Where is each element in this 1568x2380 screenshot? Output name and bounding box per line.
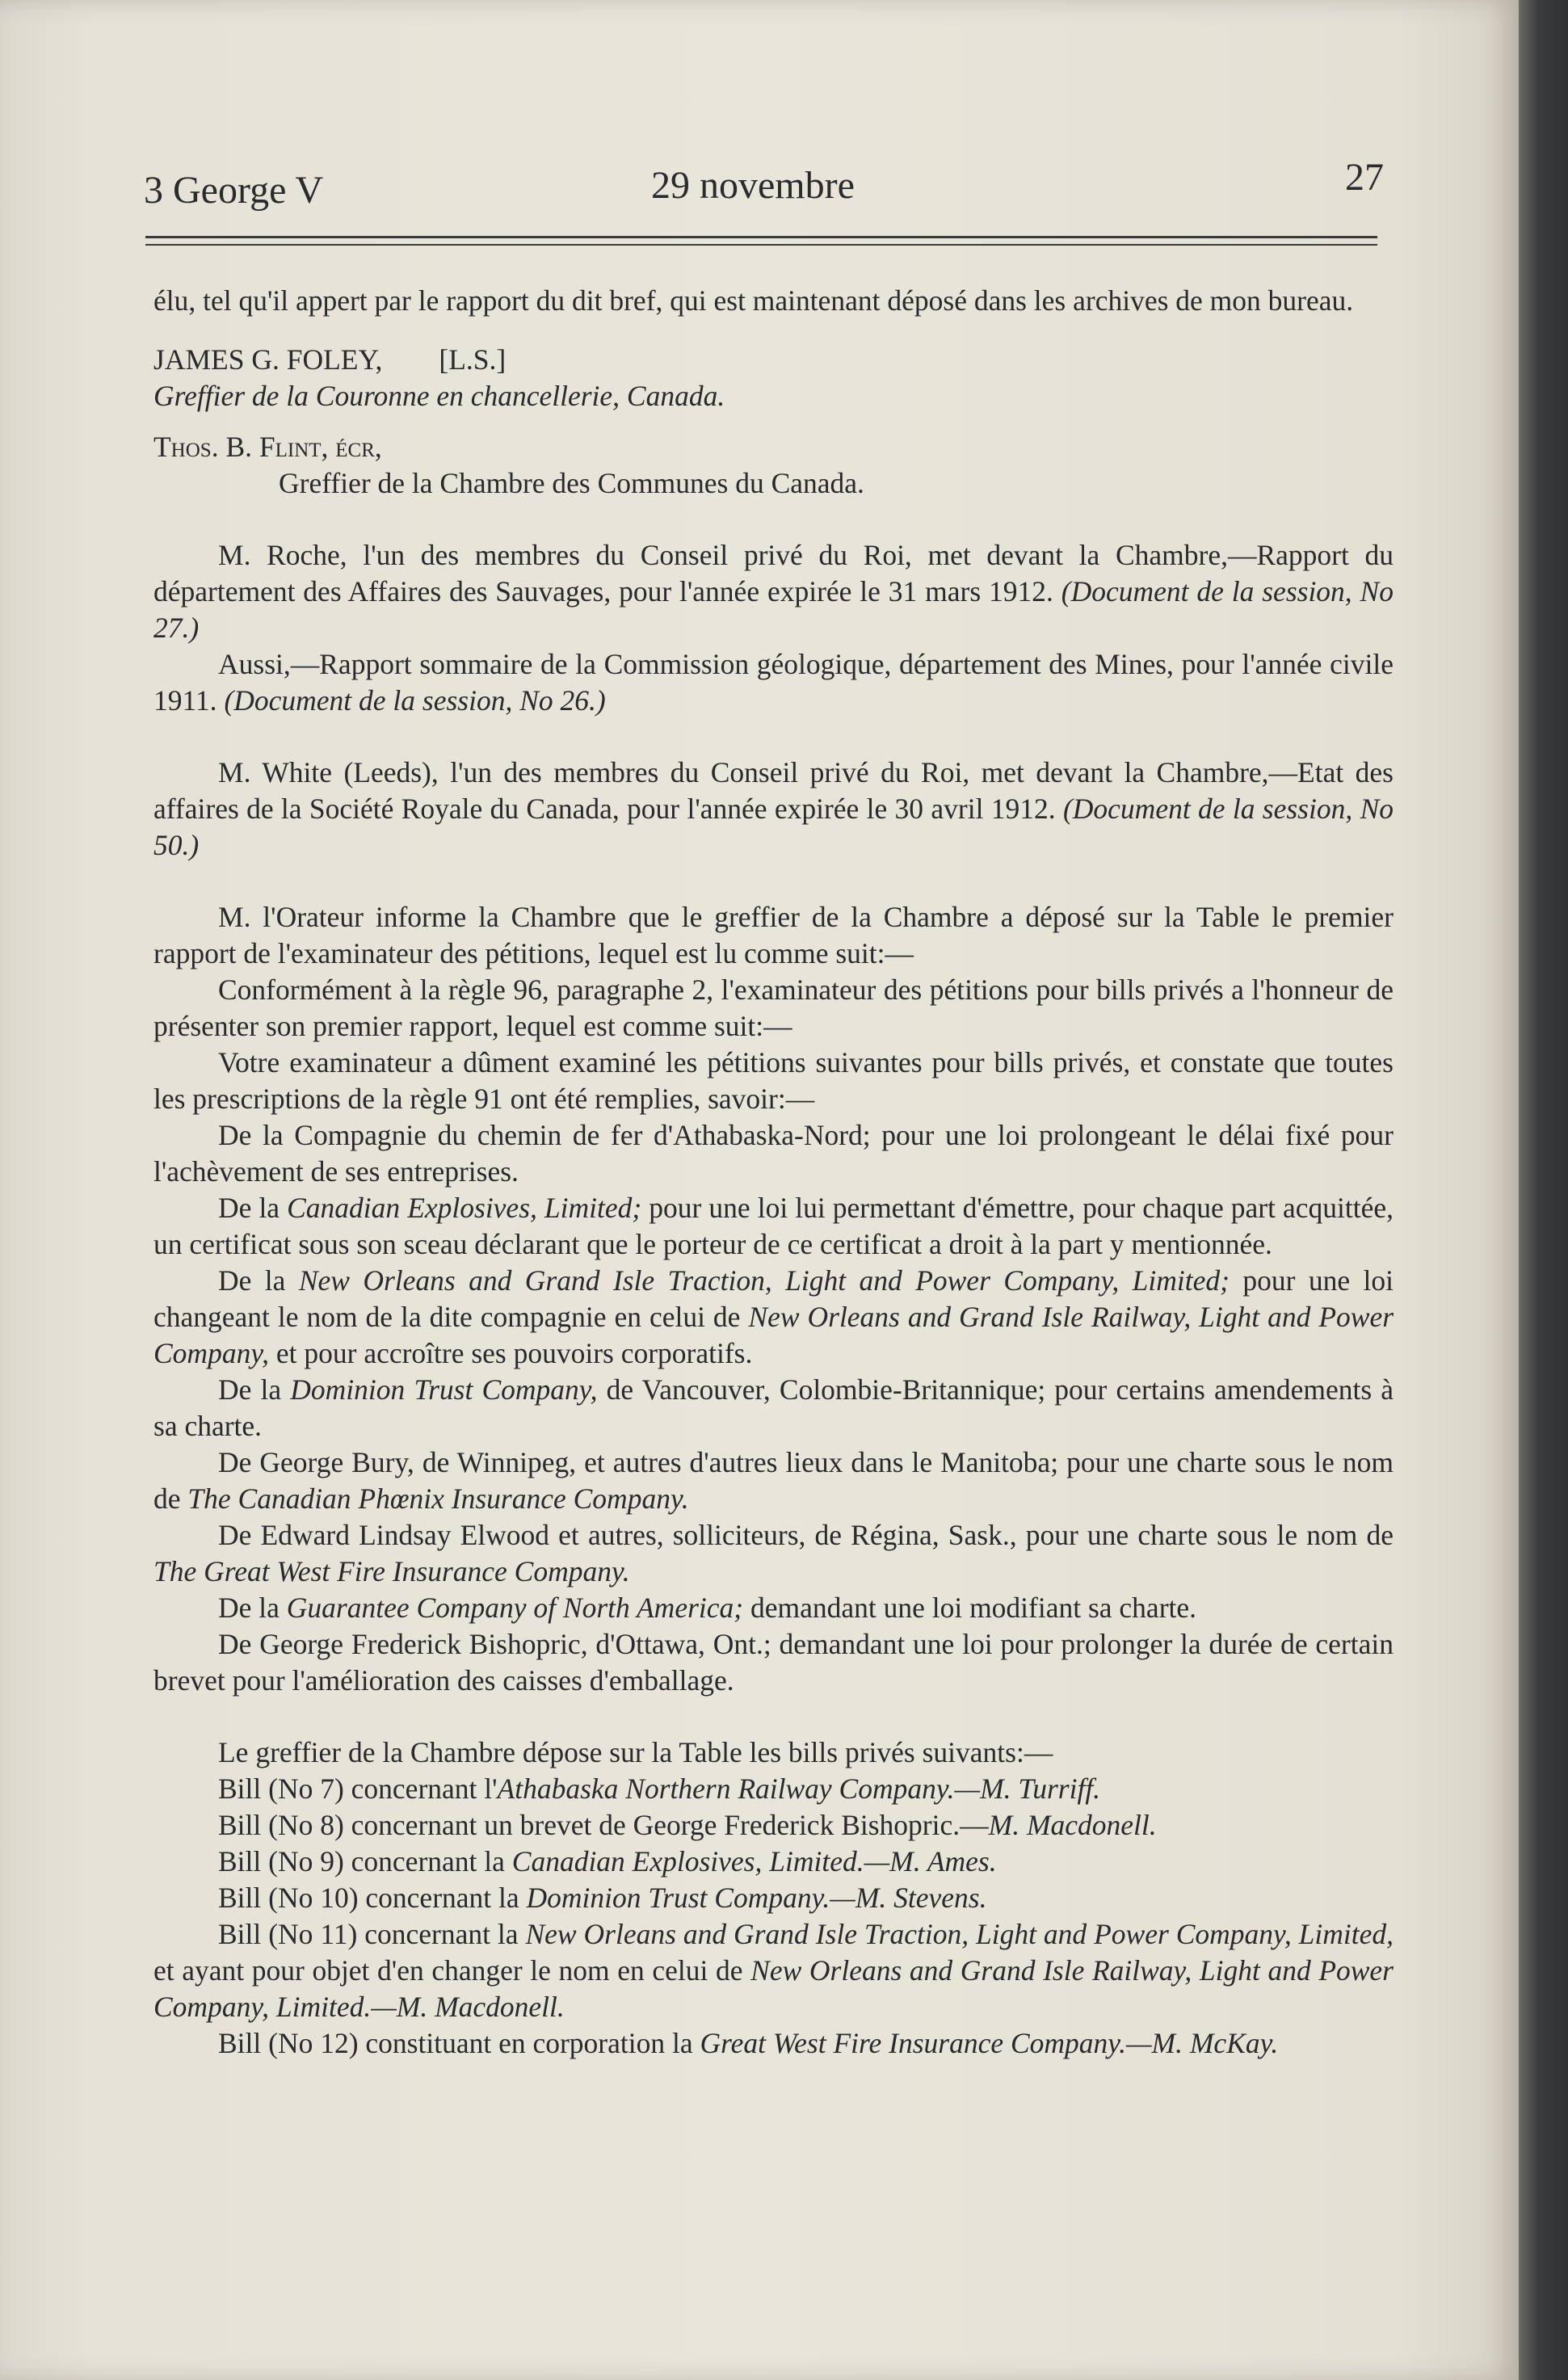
bill-entry: Bill (No 7) concernant l'Athabaska Northern Railway Company.—M. Turriff. [218,1772,1101,1805]
book-spine [1519,0,1568,2380]
paragraph: De la Guarantee Company of North America; demandant une loi modifiant sa charte. [218,1592,1197,1624]
header-reign: 3 George V [144,169,324,212]
addressee-name: Thos. B. Flint, écr, [153,431,382,463]
bill-entry: Bill (No 11) concernant la New Orleans and Grand Isle Traction, Light and Power Company, Limited, et ayant pour objet d'en changer le nom en celui de New Orleans and Grand Isle Railway, Light and Power Company, Limited.—M. Macdonell. [153,1918,1394,2023]
paragraph: De George Frederick Bishopric, d'Ottawa, Ont.; demandant une loi pour prolonger la durée de certain brevet pour l'amélioration des caisses d'emballage. [153,1628,1394,1697]
running-header [144,156,1384,218]
signatory-title: Greffier de la Couronne en chancellerie, Canada. [153,380,725,412]
bill-entry: Bill (No 8) concernant un brevet de George Frederick Bishopric.—M. Macdonell. [218,1809,1157,1841]
header-rule-top [145,236,1377,238]
signatory-name: JAMES G. FOLEY, [153,343,383,376]
paragraph: De la Dominion Trust Company, de Vancouver, Colombie-Britannique; pour certains amendements à sa charte. [153,1373,1394,1442]
paragraph: De Edward Lindsay Elwood et autres, solliciteurs, de Régina, Sask., pour une charte sous le nom de The Great West Fire Insurance Company. [153,1519,1394,1587]
page-number: 27 [1345,156,1384,199]
paragraph: Votre examinateur a dûment examiné les pétitions suivantes pour bills privés, et constate que toutes les prescriptions de la règle 91 ont été remplies, savoir:— [153,1046,1394,1115]
paragraph: De la Canadian Explosives, Limited; pour une loi lui permettant d'émettre, pour chaque part acquittée, un certificat sous son sceau déclarant que le porteur de ce certificat a droit à la part y mentionnée. [153,1192,1394,1260]
paragraph: Conformément à la règle 96, paragraphe 2, l'examinateur des pétitions pour bills privés a l'honneur de présenter son premier rapport, lequel est comme suit:— [153,973,1394,1042]
bill-entry: Bill (No 10) concernant la Dominion Trust Company.—M. Stevens. [218,1882,987,1914]
paragraph: élu, tel qu'il appert par le rapport du dit bref, qui est maintenant déposé dans les archives de mon bureau. [153,284,1354,317]
header-rule-bottom [145,244,1377,246]
addressee-title: Greffier de la Chambre des Communes du Canada. [279,467,864,499]
bill-entry: Bill (No 12) constituant en corporation la Great West Fire Insurance Company.—M. McKay. [218,2027,1279,2059]
paragraph: Le greffier de la Chambre dépose sur la Table les bills privés suivants:— [218,1736,1053,1768]
paragraph: De la Compagnie du chemin de fer d'Athabaska-Nord; pour une loi prolongeant le délai fixé pour l'achèvement de ses entreprises. [153,1119,1394,1188]
paragraph: M. White (Leeds), l'un des membres du Conseil privé du Roi, met devant la Chambre,—Etat des affaires de la Société Royale du Canada, pour l'année expirée le 30 avril 1912. (Document de la session, No 50.) [153,756,1394,861]
paragraph: M. Roche, l'un des membres du Conseil privé du Roi, met devant la Chambre,—Rapport du département des Affaires des Sauvages, pour l'année expirée le 31 mars 1912. (Document de la session, No 27.) [153,539,1394,644]
page-body [153,283,1394,2062]
seal-mark: [L.S.] [439,343,507,376]
header-date: 29 novembre [651,164,855,207]
paragraph: M. l'Orateur informe la Chambre que le greffier de la Chambre a déposé sur la Table le premier rapport de l'examinateur des pétitions, lequel est lu comme suit:— [153,901,1394,969]
paragraph: De George Bury, de Winnipeg, et autres d'autres lieux dans le Manitoba; pour une charte sous le nom de The Canadian Phœnix Insurance Company. [153,1446,1394,1515]
paragraph: Aussi,—Rapport sommaire de la Commission géologique, département des Mines, pour l'année civile 1911. (Document de la session, No 26.) [153,648,1394,717]
paragraph: De la New Orleans and Grand Isle Traction, Light and Power Company, Limited; pour une loi changeant le nom de la dite compagnie en celui de New Orleans and Grand Isle Railway, Light and Power Company, et pour accroître ses pouvoirs corporatifs. [153,1264,1394,1369]
signature-line [153,342,1394,378]
bill-entry: Bill (No 9) concernant la Canadian Explosives, Limited.—M. Ames. [218,1845,997,1878]
